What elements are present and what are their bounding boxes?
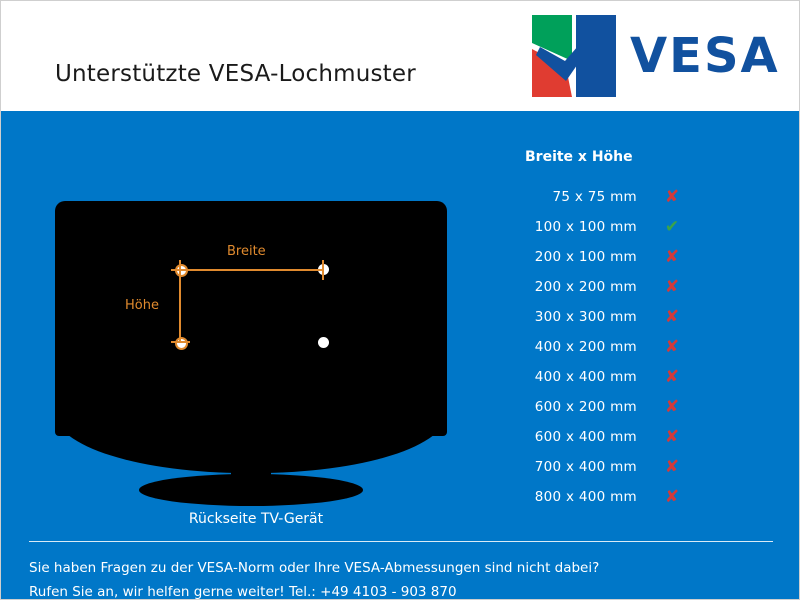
- pattern-label: 200 x 200 mm: [534, 279, 637, 295]
- table-header: Breite x Höhe: [525, 149, 633, 165]
- cross-icon: ✘: [664, 456, 680, 477]
- page-title: Unterstützte VESA-Lochmuster: [55, 61, 416, 87]
- table-row: [501, 482, 761, 512]
- vesa-pattern-table: [501, 149, 761, 512]
- footer-line-2: Rufen Sie an, wir helfen gerne weiter! Tel.: +49 4103 - 903 870: [29, 584, 457, 600]
- pattern-label: 200 x 100 mm: [534, 249, 637, 265]
- pattern-label: 800 x 400 mm: [534, 489, 637, 505]
- vesa-checkmark-logo-icon: [532, 15, 616, 97]
- width-dimension-line: [180, 269, 324, 271]
- tv-diagram-caption: Rückseite TV-Gerät: [188, 511, 324, 527]
- cross-icon: ✘: [664, 276, 680, 297]
- table-row: [501, 302, 761, 332]
- pattern-label: 300 x 300 mm: [534, 309, 637, 325]
- height-label: Höhe: [125, 298, 159, 313]
- pattern-label: 700 x 400 mm: [534, 459, 637, 475]
- pattern-label: 600 x 200 mm: [534, 399, 637, 415]
- tv-stand-base: [139, 474, 363, 506]
- width-tick-right: [322, 260, 324, 280]
- cross-icon: ✘: [664, 426, 680, 447]
- table-row: [501, 332, 761, 362]
- table-row: [501, 452, 761, 482]
- table-row: [501, 392, 761, 422]
- content-panel: [1, 111, 800, 600]
- pattern-label: 400 x 400 mm: [534, 369, 637, 385]
- table-row: [501, 212, 761, 242]
- footer-divider: [29, 541, 773, 542]
- cross-icon: ✘: [664, 336, 680, 357]
- pattern-label: 400 x 200 mm: [534, 339, 637, 355]
- tv-diagram: [41, 186, 471, 600]
- vesa-logo: [532, 15, 788, 97]
- cross-icon: ✘: [664, 396, 680, 417]
- footer-line-1: Sie haben Fragen zu der VESA-Norm oder Ihre VESA-Abmessungen sind nicht dabei?: [29, 560, 600, 576]
- cross-icon: ✘: [664, 306, 680, 327]
- footer-contact: [29, 556, 773, 600]
- table-row: [501, 362, 761, 392]
- tv-screen-back: [55, 201, 447, 436]
- height-tick-top: [171, 269, 190, 271]
- vesa-logo-text: VESA: [630, 28, 780, 84]
- cross-icon: ✘: [664, 366, 680, 387]
- cross-icon: ✘: [664, 186, 680, 207]
- mount-hole-bottom-right: [318, 337, 329, 348]
- cross-icon: ✘: [664, 246, 680, 267]
- check-icon: ✔: [664, 216, 680, 237]
- table-row: [501, 242, 761, 272]
- table-row: [501, 182, 761, 212]
- pattern-label: 100 x 100 mm: [534, 219, 637, 235]
- width-label: Breite: [227, 244, 266, 259]
- height-dimension-line: [179, 270, 181, 342]
- pattern-label: 75 x 75 mm: [552, 189, 637, 205]
- pattern-label: 600 x 400 mm: [534, 429, 637, 445]
- height-tick-bottom: [171, 341, 190, 343]
- mount-hole-bottom-left: [175, 337, 188, 350]
- table-row: [501, 422, 761, 452]
- page-header: [1, 1, 800, 111]
- table-row: [501, 272, 761, 302]
- cross-icon: ✘: [664, 486, 680, 507]
